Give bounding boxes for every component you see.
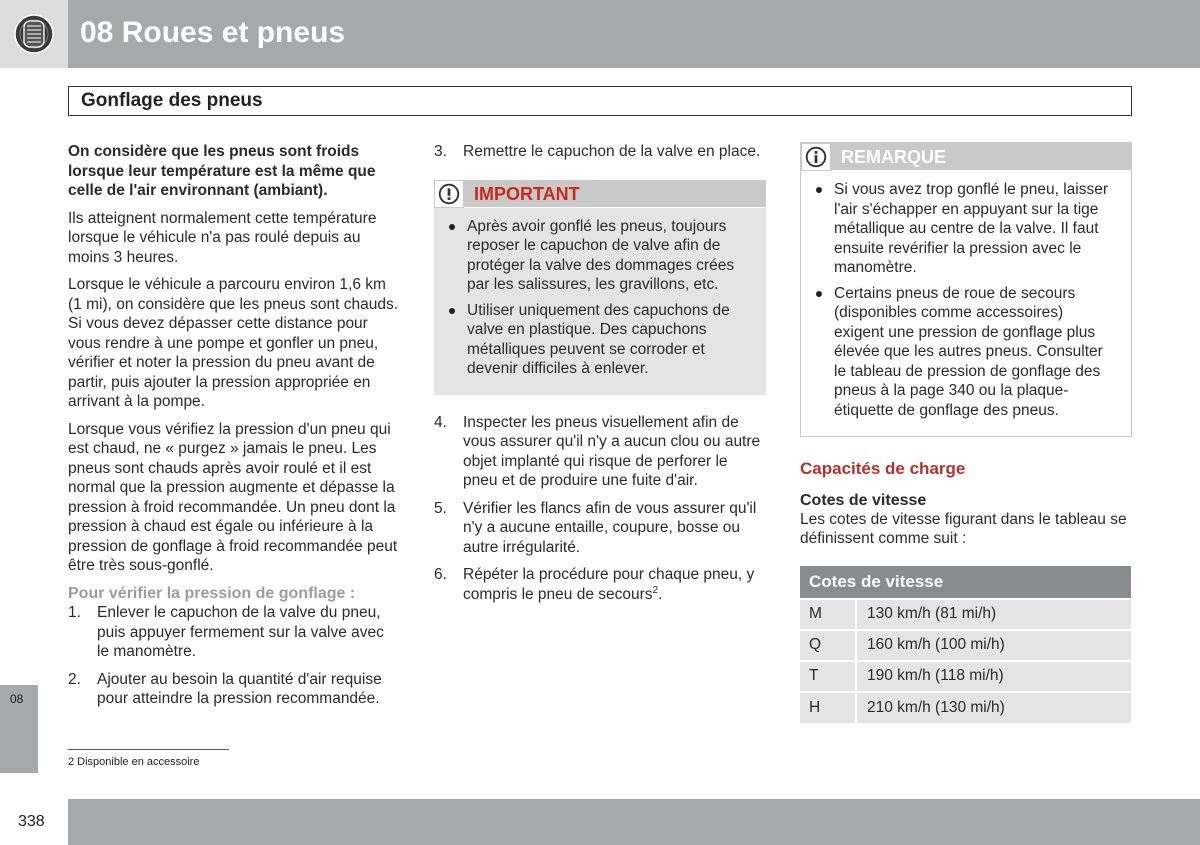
intro-paragraph: On considère que les pneus sont froids lorsque leur température est la même que celle de l'air environnant (ambiant). (68, 143, 376, 199)
step-text: Répéter la procédure pour chaque pneu, y compris le pneu de secours (463, 566, 755, 603)
list-item: Après avoir gonflé les pneus, toujours reposer le capuchon de valve afin de protéger la valve des dommages crées par les salissures, les gravillons, etc. (448, 217, 752, 295)
table-header-row (800, 566, 1131, 599)
steps-list (68, 603, 398, 709)
table-row (800, 630, 1131, 661)
list-item: Si vous avez trop gonflé le pneu, laisser l'air s'échapper en appuyant sur la tige métallique au centre de la valve. Il faut ensuite revérifier la pression avec le manomètre. (815, 180, 1117, 278)
speed-code: H (800, 692, 856, 723)
column-3 (800, 142, 1132, 723)
speed-value: 160 km/h (100 mi/h) (856, 630, 1131, 661)
page-number: 338 (18, 813, 45, 830)
step-text: Enlever le capuchon de la valve du pneu, puis appuyer fermement sur la valve avec le manomètre. (97, 604, 384, 660)
step-text: Vérifier les flancs afin de vous assurer qu'il n'y a aucune entaille, coupure, bosse ou autre irrégularité. (463, 499, 757, 556)
step-number: 6. (434, 566, 447, 583)
step-text-end: . (658, 585, 663, 603)
speed-code: T (800, 661, 856, 692)
step-text: Remettre le capuchon de la valve en place. (463, 143, 761, 160)
step-text: Ajouter au besoin la quantité d'air requise pour atteindre la pression recommandée. (97, 670, 382, 707)
info-icon (801, 143, 831, 171)
chapter-title: 08 Roues et pneus (80, 16, 346, 49)
column-1 (68, 142, 398, 717)
list-item (434, 565, 766, 604)
speed-rating-heading: Cotes de vitesse (800, 491, 927, 509)
table-row (800, 692, 1131, 723)
remark-callout (800, 142, 1132, 437)
table-row (800, 661, 1131, 692)
speed-code: M (800, 599, 856, 630)
list-item: Utiliser uniquement des capuchons de valve en plastique. Des capuchons métalliques peuvent se corroder et devenir difficiles à enlever. (448, 301, 752, 379)
speed-code: Q (800, 630, 856, 661)
step-number: 3. (434, 143, 447, 160)
chapter-side-tab: 08 (0, 685, 38, 773)
callout-title: REMARQUE (841, 147, 947, 167)
list-item (68, 603, 398, 662)
callout-list (434, 208, 766, 395)
callout-title: IMPORTANT (474, 183, 580, 204)
section-title: Gonflage des pneus (68, 86, 1132, 116)
footnote: 2 Disponible en accessoire (68, 756, 200, 768)
callout-list (801, 171, 1131, 436)
footnote-ref: 2 (652, 584, 659, 596)
table-row (800, 599, 1131, 630)
procedure-subheading: Pour vérifier la pression de gonflage : (68, 584, 356, 602)
capacity-heading: Capacités de charge (800, 459, 966, 478)
speed-value: 130 km/h (81 mi/h) (856, 599, 1131, 630)
list-item (434, 499, 766, 558)
step-number: 5. (434, 499, 447, 517)
speed-intro: Les cotes de vitesse figurant dans le tableau se définissent comme suit : (800, 510, 1127, 547)
list-item (434, 413, 766, 491)
paragraph: Lorsque vous vérifiez la pression d'un pneu qui est chaud, ne « purgez » jamais le pneu. Les pneus sont chauds après avoir roulé et il est normal que la pression augmente et dépasse la pression à froid recommandée. Un pneu dont la pression à chaud est égale ou inférieure à la pression de gonflage à froid recommandée peut être très sous-gonflé. (68, 420, 398, 574)
speed-value: 210 km/h (130 mi/h) (856, 692, 1131, 723)
steps-list (434, 142, 766, 162)
table-header: Cotes de vitesse (800, 566, 1131, 599)
page-footer (68, 799, 1200, 845)
speed-value: 190 km/h (118 mi/h) (856, 661, 1131, 692)
column-2 (434, 142, 766, 612)
footnote-divider (68, 749, 229, 750)
important-callout (434, 180, 766, 395)
step-text: Inspecter les pneus visuellement afin de vous assurer qu'il n'y a aucun clou ou autre objet implanté qui risque de perforer le pneu et de produire une fuite d'air. (463, 413, 761, 489)
tire-icon (13, 13, 55, 55)
callout-header (434, 180, 766, 208)
step-number: 2. (68, 670, 81, 688)
chapter-header (0, 0, 1200, 68)
warning-icon (434, 180, 464, 208)
chapter-icon-box (0, 0, 68, 68)
paragraph: Ils atteignent normalement cette température lorsque le véhicule n'a pas roulé depuis au moins 3 heures. (68, 209, 377, 266)
list-item (434, 142, 766, 162)
steps-list (434, 413, 766, 605)
list-item (68, 670, 398, 709)
step-number: 4. (434, 413, 447, 431)
speed-rating-table (800, 566, 1131, 723)
paragraph: Lorsque le véhicule a parcouru environ 1,6 km (1 mi), on considère que les pneus sont chauds. Si vous devez dépasser cette distance pour vous rendre à une pompe et gonfler un pneu, vérifier et noter la pression du pneu avant de partir, puis ajouter la pression appropriée en arrivant à la pompe. (68, 276, 398, 410)
step-number: 1. (68, 604, 81, 621)
list-item: Certains pneus de roue de secours (disponibles comme accessoires) exigent une pression de gonflage plus élevée que les autres pneus. Consulter le tableau de pression de gonflage des pneus à la page 340 ou la plaque-étiquette de gonflage des pneus. (815, 284, 1117, 421)
callout-header (801, 143, 1131, 171)
